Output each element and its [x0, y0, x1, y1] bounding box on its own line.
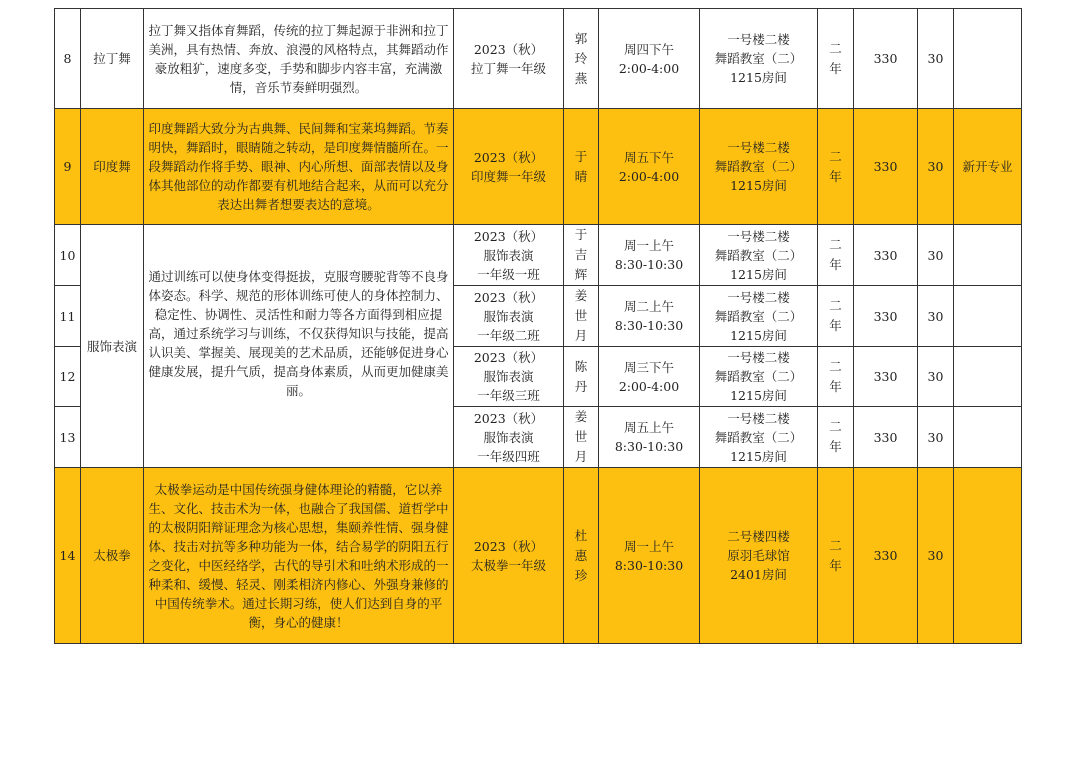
class-hours: 2:00-4:00: [618, 60, 680, 76]
course-term: 2023（秋）: [473, 538, 544, 554]
study-years: [818, 109, 854, 225]
class-time: [599, 468, 700, 644]
remark: 新开专业: [954, 109, 1022, 225]
years-char: 年: [829, 60, 842, 76]
room-building: 一号楼二楼: [727, 350, 790, 365]
years-char: 年: [829, 318, 842, 333]
room-name: 舞蹈教室（二）: [714, 369, 803, 384]
years-char: 二: [829, 419, 842, 434]
teacher-char: 燕: [574, 70, 588, 86]
table-row: [55, 109, 1022, 225]
class-hours: 2:00-4:00: [618, 168, 680, 184]
table-row: [55, 225, 1022, 286]
teacher-name: [564, 109, 599, 225]
teacher-char: 姜: [574, 409, 588, 424]
years-char: 二: [829, 537, 842, 553]
class-hours: 2:00-4:00: [618, 378, 680, 394]
classroom: [700, 407, 818, 468]
course-class: [454, 286, 564, 347]
years-char: 二: [829, 237, 842, 252]
course-class-name: 太极拳一年级: [470, 557, 546, 573]
years-char: 年: [829, 439, 842, 454]
class-day: 周五下午: [623, 149, 674, 165]
room-number: 1215房间: [730, 70, 787, 85]
class-day: 周五上午: [623, 420, 674, 435]
room-number: 1215房间: [730, 388, 787, 403]
remark: [954, 225, 1022, 286]
teacher-name: [564, 286, 599, 347]
course-term: 2023（秋）: [473, 41, 544, 57]
teacher-char: 世: [574, 308, 588, 323]
row-number: 13: [55, 407, 81, 468]
room-name: 舞蹈教室（二）: [714, 51, 803, 66]
years-char: 年: [829, 257, 842, 272]
course-fee: 330: [854, 347, 918, 407]
years-char: 二: [829, 298, 842, 313]
study-years: [818, 347, 854, 407]
course-fee: 330: [854, 9, 918, 109]
class-time: [599, 347, 700, 407]
course-class-name: 服饰表演: [483, 308, 534, 324]
teacher-name: [564, 347, 599, 407]
room-building: 一号楼二楼: [727, 140, 790, 155]
teacher-char: 姜: [574, 288, 588, 303]
teacher-name: [564, 407, 599, 468]
course-fee: 330: [854, 407, 918, 468]
room-building: 一号楼二楼: [727, 228, 790, 244]
remark: [954, 286, 1022, 347]
course-schedule-table: [54, 8, 1022, 644]
teacher-name: [564, 9, 599, 109]
room-number: 1215房间: [730, 178, 787, 193]
class-quota: 30: [918, 468, 954, 644]
room-building: 一号楼二楼: [727, 289, 790, 305]
course-class: [454, 9, 564, 109]
course-name: 太极拳: [81, 468, 144, 644]
classroom: [700, 347, 818, 407]
teacher-char: 杜: [574, 527, 588, 543]
years-char: 二: [829, 40, 842, 56]
classroom: [700, 286, 818, 347]
course-fee: 330: [854, 109, 918, 225]
class-quota: 30: [918, 225, 954, 286]
course-class: [454, 468, 564, 644]
class-quota: 30: [918, 286, 954, 347]
teacher-char: 陈: [574, 358, 588, 374]
course-class-name: 服饰表演: [483, 247, 534, 263]
row-number: 12: [55, 347, 81, 407]
class-hours: 8:30-10:30: [614, 557, 684, 573]
class-hours: 8:30-10:30: [614, 439, 684, 454]
room-name: 舞蹈教室（二）: [714, 159, 803, 174]
teacher-name: [564, 225, 599, 286]
course-description: 拉丁舞又指体育舞蹈，传统的拉丁舞起源于非洲和拉丁美洲，具有热情、奔放、浪漫的风格特点，其舞蹈动作豪放粗犷，速度多变，手势和脚步内容丰富，充满激情，音乐节奏鲜明强烈。: [144, 9, 454, 109]
row-number: 10: [55, 225, 81, 286]
course-term: 2023（秋）: [473, 289, 544, 305]
classroom: [700, 109, 818, 225]
row-number: 11: [55, 286, 81, 347]
course-class: [454, 347, 564, 407]
teacher-char: 世: [574, 429, 588, 444]
remark: [954, 9, 1022, 109]
table-row: [55, 9, 1022, 109]
classroom: [700, 9, 818, 109]
class-quota: 30: [918, 407, 954, 468]
remark: [954, 468, 1022, 644]
class-day: 周一上午: [623, 238, 674, 253]
class-time: [599, 286, 700, 347]
course-term: 2023（秋）: [473, 410, 544, 426]
room-number: 2401房间: [730, 567, 787, 582]
room-number: 1215房间: [730, 266, 787, 282]
class-quota: 30: [918, 109, 954, 225]
room-name: 原羽毛球馆: [727, 548, 790, 563]
course-description: 印度舞蹈大致分为古典舞、民间舞和宝莱坞舞蹈。节奏明快，舞蹈时，眼睛随之转动，是印度舞情髓所在。一段舞蹈动作将手势、眼神、内心所想、面部表情以及身体其他部位的动作都要有机地结合起来，从而可以充分表达出舞者想要表达的意境。: [144, 109, 454, 225]
teacher-char: 丹: [574, 378, 588, 394]
course-term: 2023（秋）: [473, 228, 544, 244]
course-description: 太极拳运动是中国传统强身健体理论的精髓，它以养生、文化、技击术为一体，也融合了我国儒、道哲学中的太极阴阳辩证理念为核心思想，集颐养性情、强身健体、技击对抗等多种功能为一体，结合易学的阴阳五行之变化，中医经络学，古代的导引术和吐纳术形成的一种柔和、缓慢、轻灵、刚柔相济内修心、外强身兼修的中国传统拳术。通过长期习练，使人们达到自身的平衡，身心的健康！: [144, 468, 454, 644]
teacher-char: 晴: [574, 168, 588, 184]
course-class-section: 一年级三班: [477, 388, 540, 403]
study-years: [818, 225, 854, 286]
row-number: 8: [55, 9, 81, 109]
class-time: [599, 109, 700, 225]
years-char: 年: [829, 378, 842, 394]
class-time: [599, 225, 700, 286]
course-description: 通过训练可以使身体变得挺拔，克服弯腰驼背等不良身体姿态。科学、规范的形体训练可使人的身体控制力、稳定性、协调性、灵活性和耐力等各方面得到相应提高，通过系统学习与训练，不仅获得知识与技能，提高认识美、掌握美、展现美的艺术品质，还能够促进身心健康发展，提升气质，提高身体素质，从而更加健康美丽。: [144, 225, 454, 468]
room-number: 1215房间: [730, 448, 787, 464]
room-number: 1215房间: [730, 327, 787, 343]
course-term: 2023（秋）: [473, 149, 544, 165]
teacher-char: 于: [574, 227, 588, 242]
course-class: [454, 109, 564, 225]
room-name: 舞蹈教室（二）: [714, 429, 803, 445]
course-class: [454, 407, 564, 468]
remark: [954, 347, 1022, 407]
class-day: 周二上午: [623, 299, 674, 314]
room-building: 一号楼二楼: [727, 32, 790, 47]
row-number: 14: [55, 468, 81, 644]
teacher-char: 惠: [574, 547, 588, 563]
teacher-char: 辉: [574, 267, 588, 282]
teacher-char: 于: [574, 148, 588, 164]
course-fee: 330: [854, 225, 918, 286]
course-class: [454, 225, 564, 286]
course-name: 拉丁舞: [81, 9, 144, 109]
years-char: 二: [829, 358, 842, 374]
course-class-name: 拉丁舞一年级: [470, 60, 546, 76]
class-day: 周一上午: [623, 538, 674, 554]
teacher-char: 玲: [574, 50, 588, 66]
classroom: [700, 225, 818, 286]
course-fee: 330: [854, 468, 918, 644]
remark: [954, 407, 1022, 468]
teacher-char: 吉: [574, 247, 588, 262]
class-hours: 8:30-10:30: [614, 257, 684, 272]
class-hours: 8:30-10:30: [614, 318, 684, 333]
class-quota: 30: [918, 347, 954, 407]
course-class-name: 服饰表演: [483, 369, 534, 384]
course-name: 服饰表演: [81, 225, 144, 468]
course-class-section: 一年级二班: [477, 327, 540, 343]
years-char: 年: [829, 557, 842, 573]
course-fee: 330: [854, 286, 918, 347]
row-number: 9: [55, 109, 81, 225]
class-time: [599, 9, 700, 109]
years-char: 二: [829, 148, 842, 164]
course-term: 2023（秋）: [473, 350, 544, 365]
teacher-char: 珍: [574, 567, 588, 583]
study-years: [818, 407, 854, 468]
study-years: [818, 286, 854, 347]
teacher-char: 郭: [574, 30, 588, 46]
course-class-section: 一年级四班: [477, 448, 540, 464]
table-row: [55, 468, 1022, 644]
teacher-char: 月: [574, 328, 588, 343]
classroom: [700, 468, 818, 644]
class-quota: 30: [918, 9, 954, 109]
teacher-char: 月: [574, 449, 588, 464]
course-class-name: 服饰表演: [483, 429, 534, 445]
years-char: 年: [829, 168, 842, 184]
study-years: [818, 468, 854, 644]
class-day: 周三下午: [623, 359, 674, 375]
room-name: 舞蹈教室（二）: [714, 308, 803, 324]
class-day: 周四下午: [623, 41, 674, 57]
room-name: 舞蹈教室（二）: [714, 247, 803, 263]
room-building: 二号楼四楼: [727, 529, 790, 544]
class-time: [599, 407, 700, 468]
room-building: 一号楼二楼: [727, 410, 790, 426]
study-years: [818, 9, 854, 109]
teacher-name: [564, 468, 599, 644]
course-name: 印度舞: [81, 109, 144, 225]
course-class-name: 印度舞一年级: [470, 168, 546, 184]
course-class-section: 一年级一班: [477, 266, 540, 282]
